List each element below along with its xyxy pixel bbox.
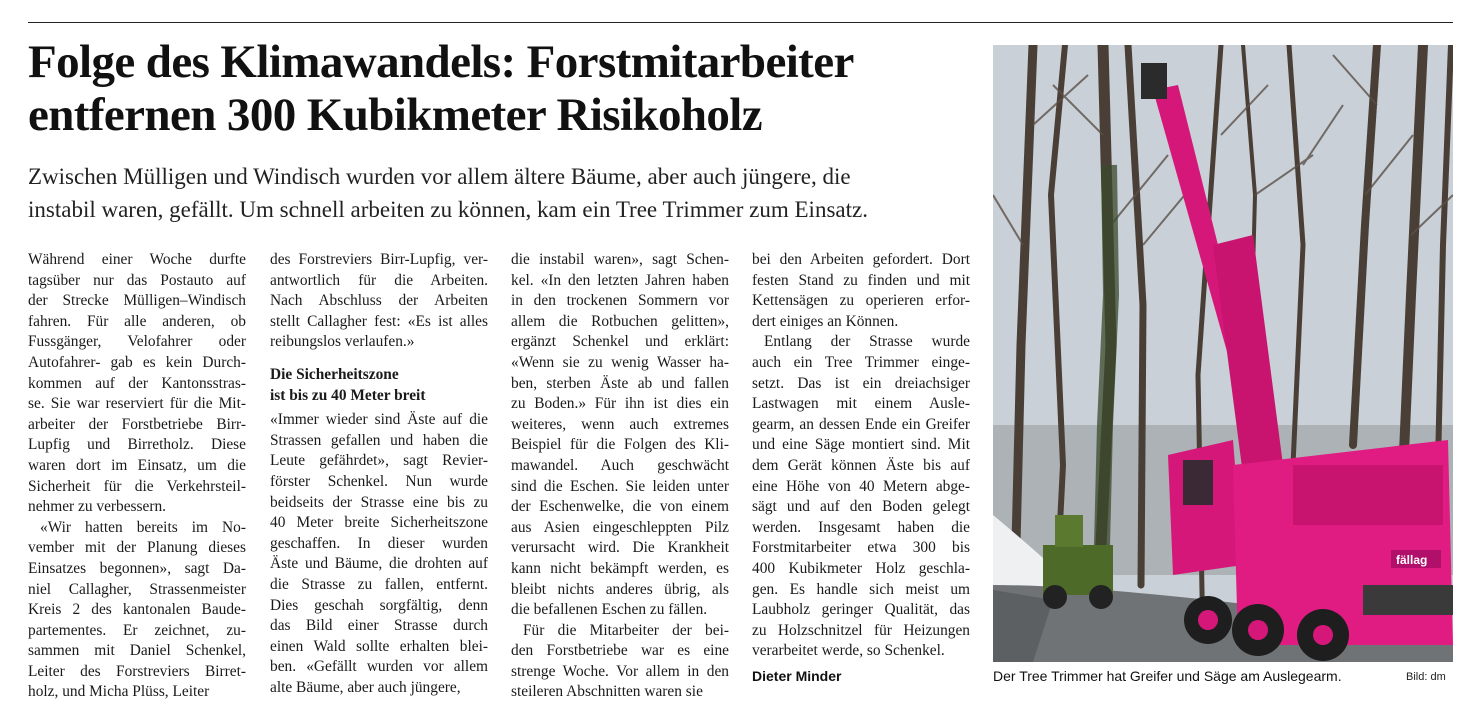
- text-line: ben, sterben Äste ab und fallen: [511, 374, 729, 392]
- text-line: kommen auf der Kantonsstras-: [28, 374, 246, 392]
- text-line: ergänzt Schenkel und erklärt:: [511, 333, 729, 351]
- text-line: Lupfig und Birretholz. Diese: [28, 436, 246, 454]
- lead-line-2: instabil waren, gefällt. Um schnell arbeiten zu können, kam ein Tree Trimmer zum Einsatz.: [28, 197, 868, 222]
- text-line: sind die Eschen. Sie leiden unter: [511, 477, 729, 495]
- text-line: Leiter des Forstreviers Birret-: [28, 662, 246, 680]
- text-line: «Immer wieder sind Äste auf die: [270, 411, 488, 429]
- text-line: allem die Rotbuchen gelitten»,: [511, 312, 729, 330]
- text-line: die Strasse zu fallen, entfernt.: [270, 575, 488, 593]
- text-line: fahren. Für alle anderen, ob: [28, 312, 246, 330]
- text-line: förster Schenkel. Nun wurde: [270, 472, 488, 490]
- text-line: Sicherheit für die Verkehrsteil-: [28, 477, 246, 495]
- text-line: ben. «Gefällt wurden vor allem: [270, 658, 488, 676]
- text-line: setzt. Das ist ein dreiachsiger: [752, 374, 970, 392]
- text-line: reibungslos verlaufen.»: [270, 333, 415, 351]
- text-line: verarbeitet werde, so Schenkel.: [752, 642, 945, 660]
- text-line: bleibt nichts anderes übrig, als: [511, 580, 729, 598]
- text-line: zu Boden.» Für ihn ist dies ein: [511, 395, 729, 413]
- top-rule: [28, 22, 1453, 23]
- text-line: alte Bäume, aber auch jüngere,: [270, 678, 461, 696]
- text-line: arbeiter der Forstbetriebe Birr-: [28, 415, 246, 433]
- text-line: mawandel. Auch geschwächt: [511, 456, 729, 474]
- subheading-line: Die Sicherheitszone: [270, 365, 399, 383]
- text-line: werden. Insgesamt haben die: [752, 518, 970, 536]
- text-line: eine Höhe von 40 Metern abge-: [752, 477, 970, 495]
- author-byline: Dieter Minder: [752, 668, 842, 684]
- text-line: Strassen gefallen und haben die: [270, 431, 488, 449]
- article-column-2: [270, 250, 488, 698]
- lead-paragraph: [28, 160, 978, 226]
- text-line: Fussgänger, Velofahrer oder: [28, 333, 246, 351]
- text-line: Für die Mitarbeiter der bei-: [523, 621, 729, 639]
- text-line: Laubholz geringer Qualität, das: [752, 601, 970, 619]
- text-line: se. Sie war reserviert für die Mit-: [28, 395, 246, 413]
- text-line: «Wir hatten bereits im No-: [40, 518, 246, 536]
- text-line: auch ein Tree Trimmer einge-: [752, 353, 970, 371]
- text-line: des Forstreviers Birr-Lupfig, ver-: [270, 251, 488, 268]
- text-line: Dies geschah sorgfältig, denn: [270, 596, 488, 614]
- text-line: «Wenn sie zu wenig Wasser ha-: [511, 353, 729, 371]
- text-line: Äste und Bäume, die drohten auf: [270, 555, 488, 573]
- text-line: kel. «In den letzten Jahren haben: [511, 271, 729, 289]
- text-line: Autofahrer- gab es kein Durch-: [28, 353, 246, 371]
- truck-label: fällag: [1396, 553, 1428, 567]
- text-line: aus Asien eingeschleppten Pilz: [511, 518, 729, 536]
- text-line: Einsatzes begonnen», sagt Da-: [28, 559, 246, 577]
- text-line: Lastwagen mit einem Ausle-: [752, 395, 970, 413]
- headline-line-1: Folge des Klimawandels: Forstmitarbeiter: [28, 36, 854, 88]
- text-line: dem Gerät können Äste bis auf: [752, 456, 970, 474]
- text-line: steileren Abschnitten waren sie: [511, 683, 703, 701]
- text-line: das Bild einer Strasse durch: [270, 617, 488, 635]
- headline: [28, 36, 978, 142]
- text-line: den Forstbetriebe war es eine: [511, 642, 729, 660]
- text-line: sägt und auf den Boden gelegt: [752, 498, 970, 516]
- text-line: die instabil waren», sagt Schen-: [511, 251, 729, 268]
- text-line: und eine Säge montiert sind. Mit: [752, 436, 970, 454]
- text-line: einen Wald sollte erhalten blei-: [270, 637, 488, 655]
- headline-line-2: entfernen 300 Kubikmeter Risikoholz: [28, 89, 763, 141]
- text-line: partementes. Er zeichnet, zu-: [28, 621, 246, 639]
- text-line: verursacht wird. Die Krankheit: [511, 539, 729, 557]
- article-column-1: [28, 250, 246, 703]
- text-line: der Eschenwelke, die von einem: [511, 498, 729, 516]
- text-line: bei den Arbeiten gefordert. Dort: [752, 251, 970, 268]
- text-line: nehmer zu verbessern.: [28, 498, 167, 516]
- text-line: in den trockenen Sommern vor: [511, 292, 729, 310]
- text-line: Kreis 2 des kantonalen Baude-: [28, 601, 246, 619]
- article-column-4: [752, 250, 970, 662]
- text-line: antwortlich für die Arbeiten.: [270, 271, 488, 289]
- text-line: weiteres, wenn auch extremes: [511, 415, 729, 433]
- text-line: Nach Abschluss der Arbeiten: [270, 292, 488, 310]
- text-line: Kettensägen zu operieren erfor-: [752, 292, 970, 310]
- text-line: Entlang der Strasse wurde: [764, 333, 970, 351]
- text-line: Leute gefährdet», sagt Revier-: [270, 452, 488, 470]
- text-line: holz, und Micha Plüss, Leiter: [28, 683, 210, 701]
- text-line: stellt Callagher fest: «Es ist alles: [270, 312, 488, 330]
- text-line: kann nicht bekämpft werden, es: [511, 559, 729, 577]
- text-line: geschaffen. In dieser wurden: [270, 534, 488, 552]
- text-line: niel Callagher, Strassenmeister: [28, 580, 246, 598]
- lead-line-1: Zwischen Mülligen und Windisch wurden vor allem ältere Bäume, aber auch jüngere, die: [28, 164, 851, 189]
- subheading-line: ist bis zu 40 Meter breit: [270, 386, 426, 404]
- tree-trimmer-photo: [993, 45, 1453, 662]
- text-line: sammen mit Daniel Schenkel,: [28, 642, 246, 660]
- photo-caption: Der Tree Trimmer hat Greifer und Säge am Auslegearm.: [993, 668, 1342, 684]
- text-line: der Strecke Mülligen–Windisch: [28, 292, 246, 310]
- text-line: die befallenen Eschen zu fällen.: [511, 601, 708, 619]
- text-line: gearm, an dessen Ende ein Greifer: [752, 415, 970, 433]
- text-line: vember mit der Planung dieses: [28, 539, 246, 557]
- text-line: Forstmitarbeiter etwa 300 bis: [752, 539, 970, 557]
- text-line: tagsüber nur das Postauto auf: [28, 271, 246, 289]
- text-line: strenge Woche. Vor allem in den: [511, 662, 729, 680]
- text-line: Während einer Woche durfte: [28, 251, 246, 268]
- text-line: gen. Es handle sich meist um: [752, 580, 970, 598]
- article-photo: [993, 45, 1453, 662]
- text-line: Beispiel für die Folgen des Kli-: [511, 436, 729, 454]
- text-line: beidseits der Strasse eine bis zu: [270, 493, 488, 511]
- text-line: zu Holzschnitzel für Heizungen: [752, 621, 970, 639]
- text-line: 40 Meter breite Sicherheitszone: [270, 514, 488, 532]
- text-line: festen Stand zu finden und mit: [752, 271, 970, 289]
- text-line: 400 Kubikmeter Holz geschla-: [752, 559, 970, 577]
- photo-credit: Bild: dm: [1406, 671, 1446, 683]
- article-column-3: [511, 250, 729, 703]
- text-line: waren dort im Einsatz, um die: [28, 456, 246, 474]
- text-line: dert einiges an Können.: [752, 312, 899, 330]
